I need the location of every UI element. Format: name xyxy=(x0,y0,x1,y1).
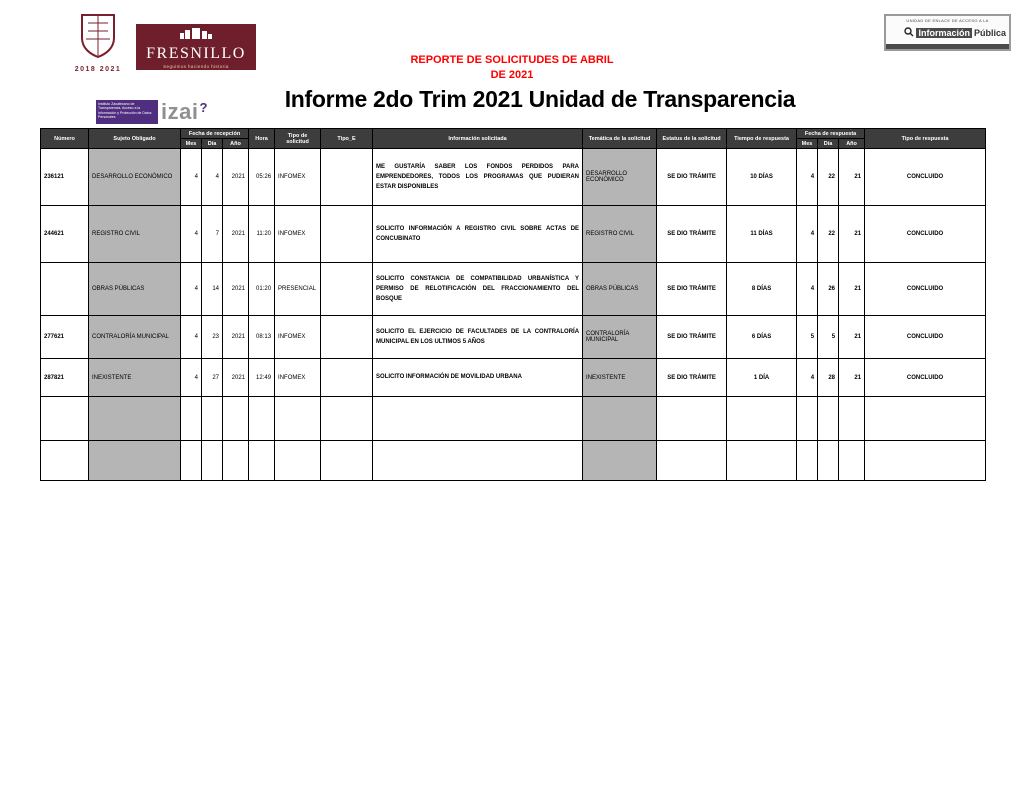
table-row xyxy=(41,359,986,397)
cell-tipo-respuesta: CONCLUIDO xyxy=(865,359,986,397)
cell-hora: 12:49 xyxy=(249,359,275,397)
cell-hora xyxy=(249,397,275,441)
cell-tipo-respuesta: CONCLUIDO xyxy=(865,206,986,263)
col-header-informacion: Información solicitada xyxy=(373,129,583,149)
table-body xyxy=(41,149,986,481)
cell-resp-dia: 5 xyxy=(818,316,839,359)
cell-rec-dia xyxy=(202,441,223,481)
col-header-rec-ano: Año xyxy=(223,139,249,149)
cell-resp-ano: 21 xyxy=(839,263,865,316)
cell-tipo-respuesta: CONCLUIDO xyxy=(865,263,986,316)
solicitudes-table xyxy=(40,128,986,481)
cell-numero: 244621 xyxy=(41,206,89,263)
cell-tipo-solicitud: INFOMEX xyxy=(275,316,321,359)
cell-numero: 277621 xyxy=(41,316,89,359)
report-title-line1: REPORTE DE SOLICITUDES DE ABRIL xyxy=(410,54,614,66)
cell-resp-mes: 4 xyxy=(797,263,818,316)
enlace-word-publica: Pública xyxy=(973,28,1006,38)
cell-hora: 01:20 xyxy=(249,263,275,316)
cell-tipo-e xyxy=(321,206,373,263)
cell-hora: 11:20 xyxy=(249,206,275,263)
report-title xyxy=(50,53,974,83)
cell-informacion xyxy=(373,397,583,441)
table-header xyxy=(41,129,986,149)
cell-resp-dia: 28 xyxy=(818,359,839,397)
cell-rec-dia: 4 xyxy=(202,149,223,206)
col-header-numero: Número xyxy=(41,129,89,149)
page-title: Informe 2do Trim 2021 Unidad de Transparencia xyxy=(284,86,796,112)
cell-rec-ano xyxy=(223,397,249,441)
cell-tipo-solicitud: INFOMEX xyxy=(275,359,321,397)
col-header-fecha-respuesta: Fecha de respuesta xyxy=(797,129,865,139)
cell-resp-dia: 26 xyxy=(818,263,839,316)
cell-sujeto: OBRAS PÚBLICAS xyxy=(89,263,181,316)
cell-tipo-solicitud: PRESENCIAL xyxy=(275,263,321,316)
cell-tematica: REGISTRO CIVIL xyxy=(583,206,657,263)
col-header-rec-mes: Mes xyxy=(181,139,202,149)
cell-resp-mes: 4 xyxy=(797,206,818,263)
enlace-brand xyxy=(889,24,1006,42)
col-header-resp-mes: Mes xyxy=(797,139,818,149)
cell-resp-ano xyxy=(839,397,865,441)
cell-numero xyxy=(41,441,89,481)
cell-tipo-solicitud xyxy=(275,397,321,441)
magnifier-icon xyxy=(904,24,914,42)
col-header-hora: Hora xyxy=(249,129,275,149)
cell-informacion: SOLICITO CONSTANCIA DE COMPATIBILIDAD URBANÍSTICA Y PERMISO DE RELOTIFICACIÓN DEL FRACCIONAMIENTO DEL BOSQUE xyxy=(373,263,583,316)
col-header-tiempo: Tiempo de respuesta xyxy=(727,129,797,149)
cell-resp-mes: 4 xyxy=(797,359,818,397)
cell-sujeto xyxy=(89,397,181,441)
col-header-tipo-solicitud: Tipo de solicitud xyxy=(275,129,321,149)
col-header-fecha-recepcion: Fecha de recepción xyxy=(181,129,249,139)
cell-tipo-solicitud: INFOMEX xyxy=(275,206,321,263)
table-row xyxy=(41,149,986,206)
cell-tipo-e xyxy=(321,149,373,206)
cell-informacion: SOLICITO INFORMACIÓN DE MOVILIDAD URBANA xyxy=(373,359,583,397)
cell-resp-dia xyxy=(818,441,839,481)
cell-numero xyxy=(41,263,89,316)
cell-rec-dia: 27 xyxy=(202,359,223,397)
enlace-word-informacion: Información xyxy=(918,28,970,38)
cell-tipo-respuesta xyxy=(865,397,986,441)
cell-sujeto: REGISTRO CIVIL xyxy=(89,206,181,263)
cell-tiempo-respuesta xyxy=(727,397,797,441)
cell-hora: 08:13 xyxy=(249,316,275,359)
col-header-tematica: Temática de la solicitud xyxy=(583,129,657,149)
cell-tiempo-respuesta: 6 DÍAS xyxy=(727,316,797,359)
table-row xyxy=(41,441,986,481)
cell-tiempo-respuesta: 10 DÍAS xyxy=(727,149,797,206)
cell-sujeto: DESARROLLO ECONÓMICO xyxy=(89,149,181,206)
cell-tipo-respuesta: CONCLUIDO xyxy=(865,316,986,359)
cell-rec-mes: 4 xyxy=(181,316,202,359)
cell-tiempo-respuesta: 11 DÍAS xyxy=(727,206,797,263)
cell-tipo-e xyxy=(321,397,373,441)
cell-tiempo-respuesta xyxy=(727,441,797,481)
cell-rec-ano: 2021 xyxy=(223,206,249,263)
cell-rec-mes xyxy=(181,397,202,441)
cell-estatus: SE DIO TRÁMITE xyxy=(657,316,727,359)
cell-tiempo-respuesta: 8 DÍAS xyxy=(727,263,797,316)
cell-estatus: SE DIO TRÁMITE xyxy=(657,263,727,316)
cell-rec-ano: 2021 xyxy=(223,359,249,397)
cell-rec-ano xyxy=(223,441,249,481)
crest-years: 2018 2021 xyxy=(74,66,122,73)
cell-numero: 236121 xyxy=(41,149,89,206)
cell-tiempo-respuesta: 1 DÍA xyxy=(727,359,797,397)
cell-estatus: SE DIO TRÁMITE xyxy=(657,149,727,206)
col-header-rec-dia: Día xyxy=(202,139,223,149)
fresnillo-wordmark: FRESNILLO xyxy=(146,44,246,62)
cell-resp-mes: 4 xyxy=(797,149,818,206)
table-row xyxy=(41,263,986,316)
cell-tematica: INEXISTENTE xyxy=(583,359,657,397)
cell-tematica: OBRAS PÚBLICAS xyxy=(583,263,657,316)
cell-sujeto: CONTRALORÍA MUNICIPAL xyxy=(89,316,181,359)
cell-rec-dia: 14 xyxy=(202,263,223,316)
cell-rec-ano: 2021 xyxy=(223,316,249,359)
cell-resp-ano: 21 xyxy=(839,206,865,263)
cell-resp-ano: 21 xyxy=(839,359,865,397)
col-header-sujeto: Sujeto Obligado xyxy=(89,129,181,149)
cell-tematica xyxy=(583,397,657,441)
cell-rec-ano: 2021 xyxy=(223,149,249,206)
cell-resp-ano: 21 xyxy=(839,316,865,359)
cell-rec-mes: 4 xyxy=(181,206,202,263)
cell-hora xyxy=(249,441,275,481)
cell-rec-dia: 23 xyxy=(202,316,223,359)
cell-sujeto: INEXISTENTE xyxy=(89,359,181,397)
cell-numero xyxy=(41,397,89,441)
col-header-resp-dia: Día xyxy=(818,139,839,149)
cell-tematica: CONTRALORÍA MUNICIPAL xyxy=(583,316,657,359)
cell-resp-ano: 21 xyxy=(839,149,865,206)
cell-tipo-e xyxy=(321,316,373,359)
enlace-logo xyxy=(884,14,1011,51)
cell-resp-dia xyxy=(818,397,839,441)
cell-hora: 05:26 xyxy=(249,149,275,206)
cell-resp-mes xyxy=(797,397,818,441)
cell-tipo-solicitud xyxy=(275,441,321,481)
cell-resp-dia: 22 xyxy=(818,206,839,263)
cell-resp-mes xyxy=(797,441,818,481)
cell-rec-mes xyxy=(181,441,202,481)
enlace-bottom-bar xyxy=(886,44,1009,49)
enlace-header-text: UNIDAD DE ENLACE DE ACCESO A LA xyxy=(906,18,989,23)
cell-informacion xyxy=(373,441,583,481)
col-header-estatus: Estatus de la solicitud xyxy=(657,129,727,149)
cell-tipo-respuesta xyxy=(865,441,986,481)
cell-rec-ano: 2021 xyxy=(223,263,249,316)
cell-resp-dia: 22 xyxy=(818,149,839,206)
cell-sujeto xyxy=(89,441,181,481)
cell-informacion: SOLICITO INFORMACIÓN A REGISTRO CIVIL SOBRE ACTAS DE CONCUBINATO xyxy=(373,206,583,263)
cell-informacion: ME GUSTARÍA SABER LOS FONDOS PERDIDOS PARA EMPRENDEDORES, TODOS LOS PROGRAMAS QUE PUDIERAN ESTAR DISPONIBLES xyxy=(373,149,583,206)
table-row xyxy=(41,206,986,263)
cell-tipo-e xyxy=(321,441,373,481)
cell-resp-mes: 5 xyxy=(797,316,818,359)
cell-tipo-solicitud: INFOMEX xyxy=(275,149,321,206)
izai-institute-text: Instituto Zacatecano de Transparencia, Acceso a la Información y Protección de Datos Personales xyxy=(96,100,158,124)
cell-estatus: SE DIO TRÁMITE xyxy=(657,206,727,263)
table-row xyxy=(41,397,986,441)
cell-rec-dia xyxy=(202,397,223,441)
cell-tipo-respuesta: CONCLUIDO xyxy=(865,149,986,206)
cell-informacion: SOLICITO EL EJERCICIO DE FACULTADES DE LA CONTRALORÍA MUNICIPAL EN LOS ULTIMOS 5 AÑOS xyxy=(373,316,583,359)
izai-wordmark: izai xyxy=(161,99,199,124)
cell-rec-mes: 4 xyxy=(181,263,202,316)
col-header-tipo-respuesta: Tipo de respuesta xyxy=(865,129,986,149)
cell-numero: 287821 xyxy=(41,359,89,397)
izai-logo xyxy=(96,100,207,124)
cell-tipo-e xyxy=(321,263,373,316)
cell-rec-dia: 7 xyxy=(202,206,223,263)
izai-question-mark-icon: ? xyxy=(199,100,208,115)
table-row xyxy=(41,316,986,359)
cell-estatus: SE DIO TRÁMITE xyxy=(657,359,727,397)
cell-estatus xyxy=(657,397,727,441)
cell-tipo-e xyxy=(321,359,373,397)
cell-estatus xyxy=(657,441,727,481)
col-header-tipo-e: Tipo_E xyxy=(321,129,373,149)
cell-tematica: DESARROLLO ECONÓMICO xyxy=(583,149,657,206)
cell-rec-mes: 4 xyxy=(181,359,202,397)
fresnillo-tagline: Seguimos haciendo historia xyxy=(163,63,229,69)
cell-resp-ano xyxy=(839,441,865,481)
cell-tematica xyxy=(583,441,657,481)
col-header-resp-ano: Año xyxy=(839,139,865,149)
report-title-line2: DE 2021 xyxy=(490,68,534,81)
building-icon xyxy=(179,26,213,44)
cell-rec-mes: 4 xyxy=(181,149,202,206)
